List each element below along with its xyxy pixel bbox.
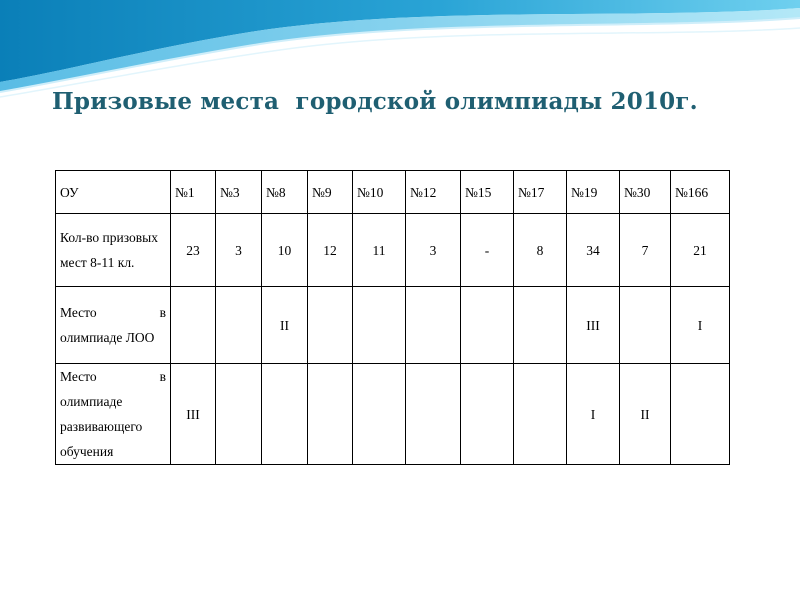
header-cell: №19 [567, 171, 620, 214]
table-cell [514, 364, 567, 465]
header-cell: №15 [461, 171, 514, 214]
table-cell [216, 364, 262, 465]
table-cell: 3 [216, 214, 262, 287]
page-title: Призовые места городской олимпиады 2010г. [52, 88, 698, 115]
header-cell: №3 [216, 171, 262, 214]
row-label: Место в олимпиаде ЛОО [56, 287, 171, 364]
table-cell [406, 364, 461, 465]
table-cell: 3 [406, 214, 461, 287]
table-cell [262, 364, 308, 465]
header-cell: №8 [262, 171, 308, 214]
table-cell: II [262, 287, 308, 364]
table-cell: III [171, 364, 216, 465]
header-cell: №166 [671, 171, 730, 214]
table-cell: - [461, 214, 514, 287]
header-cell: №12 [406, 171, 461, 214]
table-cell [353, 287, 406, 364]
decorative-wave-header [0, 0, 800, 100]
table-cell: III [567, 287, 620, 364]
table-cell [620, 287, 671, 364]
table-cell: 12 [308, 214, 353, 287]
table-row [56, 364, 730, 465]
table-cell: 10 [262, 214, 308, 287]
header-cell: №17 [514, 171, 567, 214]
table-cell [461, 364, 514, 465]
table-cell [216, 287, 262, 364]
row-label: Кол-во призовых мест 8-11 кл. [56, 214, 171, 287]
table-cell: I [567, 364, 620, 465]
table-cell: 11 [353, 214, 406, 287]
header-cell: №1 [171, 171, 216, 214]
table-row [56, 287, 730, 364]
table-cell: 21 [671, 214, 730, 287]
table-cell [461, 287, 514, 364]
table-cell: 8 [514, 214, 567, 287]
table-cell: 7 [620, 214, 671, 287]
header-cell: №10 [353, 171, 406, 214]
table-cell: 23 [171, 214, 216, 287]
table-cell [406, 287, 461, 364]
table-cell [308, 364, 353, 465]
table-cell [353, 364, 406, 465]
table-cell [514, 287, 567, 364]
table-cell: I [671, 287, 730, 364]
header-cell-school: ОУ [56, 171, 171, 214]
table-cell [171, 287, 216, 364]
table-row [56, 214, 730, 287]
header-cell: №30 [620, 171, 671, 214]
table-cell: II [620, 364, 671, 465]
table-header-row [56, 171, 730, 214]
row-label: Место в олимпиаде развивающего обучения [56, 364, 171, 465]
table-cell [308, 287, 353, 364]
header-cell: №9 [308, 171, 353, 214]
results-table [55, 170, 730, 465]
table-cell [671, 364, 730, 465]
table-cell: 34 [567, 214, 620, 287]
